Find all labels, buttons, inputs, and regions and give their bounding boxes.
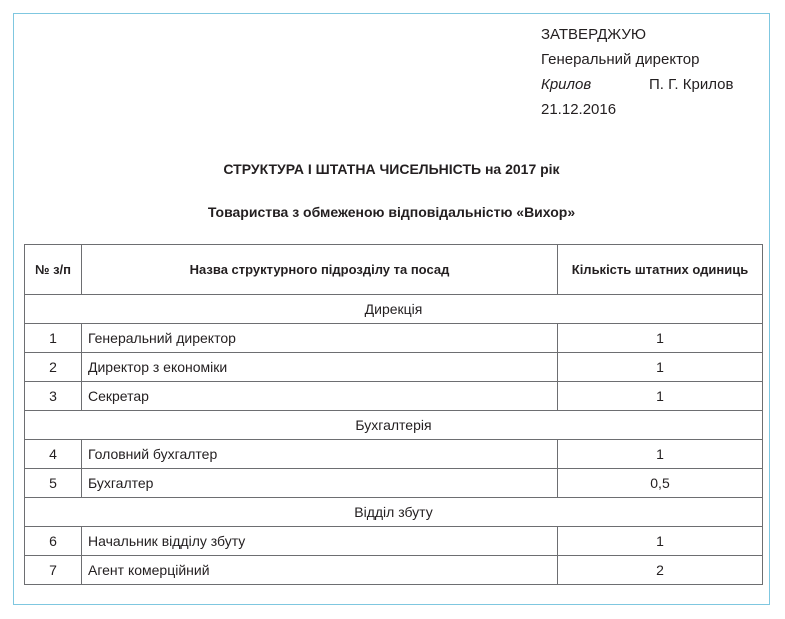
row-num: 1 [25,324,82,353]
document-title: СТРУКТУРА І ШТАТНА ЧИСЕЛЬНІСТЬ на 2017 рік [223,161,560,177]
table-row [25,382,763,411]
signer-name: П. Г. Крилов [649,76,734,93]
section-row [25,411,763,440]
row-position: Директор з економіки [82,353,558,382]
row-num: 4 [25,440,82,469]
signature: Крилов [541,76,592,93]
approval-date: 21.12.2016 [541,101,617,118]
row-num: 3 [25,382,82,411]
table-row [25,324,763,353]
table-row [25,353,763,382]
approver-position: Генеральний директор [541,51,700,68]
header-num: № з/п [25,245,82,295]
row-position: Начальник відділу збуту [82,527,558,556]
section-name: Бухгалтерія [25,411,763,440]
row-qty: 1 [558,527,763,556]
row-qty: 0,5 [558,469,763,498]
approval-heading: ЗАТВЕРДЖУЮ [541,26,647,43]
section-row [25,498,763,527]
table-row [25,440,763,469]
document-subtitle: Товариства з обмеженою відповідальністю «Вихор» [207,204,576,220]
row-qty: 1 [558,382,763,411]
staff-table [24,244,763,585]
row-qty: 1 [558,324,763,353]
row-position: Агент комерційний [82,556,558,585]
row-num: 6 [25,527,82,556]
row-position: Генеральний директор [82,324,558,353]
section-name: Дирекція [25,295,763,324]
table-row [25,556,763,585]
row-position: Секретар [82,382,558,411]
table-header-row [25,245,763,295]
section-name: Відділ збуту [25,498,763,527]
table-row [25,527,763,556]
row-qty: 2 [558,556,763,585]
section-row [25,295,763,324]
header-qty: Кількість штатних одиниць [558,245,763,295]
header-name: Назва структурного підрозділу та посад [82,245,558,295]
signature-row [541,72,733,97]
table-row [25,469,763,498]
row-num: 7 [25,556,82,585]
row-position: Бухгалтер [82,469,558,498]
row-qty: 1 [558,353,763,382]
row-num: 5 [25,469,82,498]
approval-block [541,22,733,122]
row-position: Головний бухгалтер [82,440,558,469]
row-qty: 1 [558,440,763,469]
row-num: 2 [25,353,82,382]
